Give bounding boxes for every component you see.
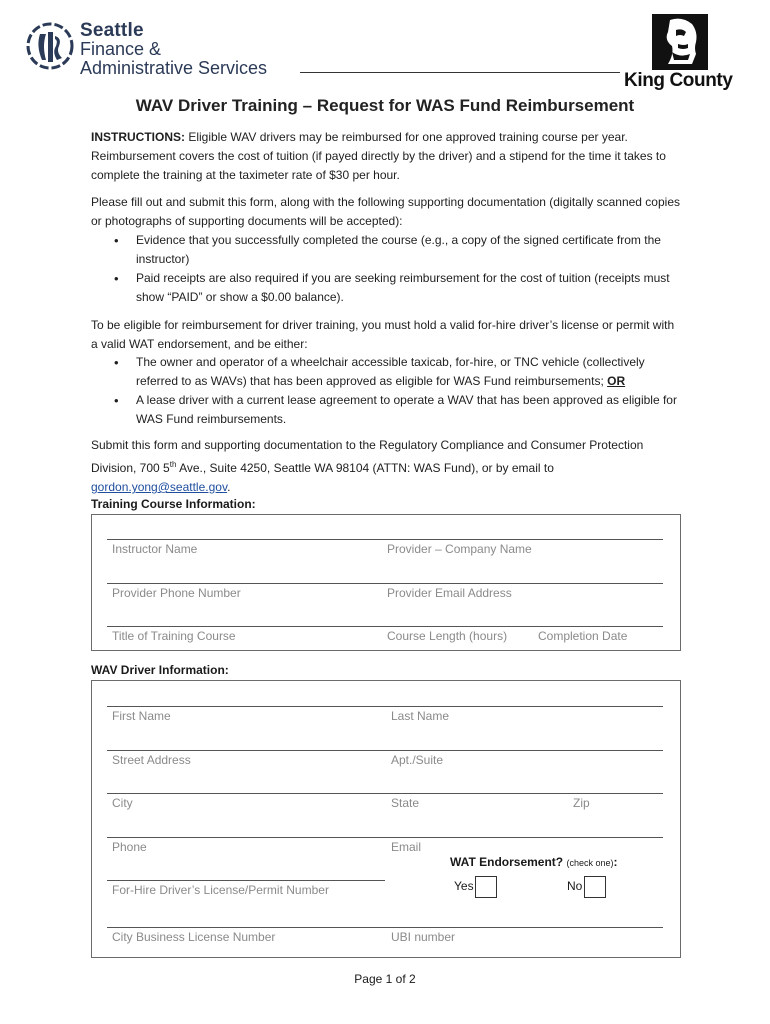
or-emphasis: OR bbox=[607, 374, 626, 388]
eligibility-owner-text: The owner and operator of a wheelchair accessible taxicab, for-hire, or TNC vehicle (collectively referred to as WAVs) that has been approved as eligible for WAS Fund reimbursements; bbox=[136, 355, 645, 388]
department-name-line1: Finance & bbox=[80, 39, 162, 59]
seattle-name: Seattle bbox=[80, 20, 144, 41]
wat-no-checkbox[interactable] bbox=[584, 876, 606, 898]
wat-yes-checkbox[interactable] bbox=[475, 876, 497, 898]
provider-phone-field[interactable]: Provider Phone Number bbox=[112, 586, 241, 600]
list-item: • A lease driver with a current lease agreement to operate a WAV that has been approved as eligible for WAS Fund reimbursements. bbox=[110, 391, 682, 429]
field-line bbox=[107, 583, 663, 584]
eligibility-intro: To be eligible for reimbursement for driver training, you must hold a valid for-hire driver’s license or permit with a valid WAT endorsement, and be either: bbox=[91, 318, 675, 351]
eligibility-list bbox=[110, 353, 682, 429]
street-address-field[interactable]: Street Address bbox=[112, 753, 191, 767]
drivers-license-field[interactable]: For-Hire Driver’s License/Permit Number bbox=[112, 883, 329, 897]
documentation-list bbox=[110, 231, 682, 307]
submit-period: . bbox=[227, 480, 231, 494]
field-line bbox=[107, 880, 385, 881]
training-course-form bbox=[91, 514, 681, 651]
ubi-number-field[interactable]: UBI number bbox=[391, 930, 456, 944]
provider-company-field[interactable]: Provider – Company Name bbox=[387, 542, 532, 556]
wat-question: WAT Endorsement? bbox=[450, 855, 564, 869]
header-divider bbox=[300, 72, 620, 73]
training-section-label: Training Course Information: bbox=[91, 497, 256, 511]
driver-info-form bbox=[91, 680, 681, 958]
instructions-text: Eligible WAV drivers may be reimbursed for one approved training course per year. Reimbursement covers the cost of tuition (if payed directly by the driver) and a stipend for the time it takes to complete the training at the taximeter rate of $30 per hour. bbox=[91, 130, 666, 182]
field-line bbox=[107, 793, 663, 794]
submit-text-end: Ave., Suite 4250, Seattle WA 98104 (ATTN: WAS Fund), or by email to bbox=[176, 461, 554, 475]
submit-paragraph bbox=[91, 436, 681, 497]
submit-text-start: Submit this form and supporting documentation to the Regulatory Compliance and Consumer Protection Division, 700 5 bbox=[91, 438, 644, 475]
field-line bbox=[107, 750, 663, 751]
state-field[interactable]: State bbox=[391, 796, 420, 810]
king-county-name: King County bbox=[624, 70, 733, 91]
list-item: • Paid receipts are also required if you are seeking reimbursement for the cost of tuition (receipts must show “PAID” or show a $0.00 balance). bbox=[110, 269, 682, 307]
driver-section-label: WAV Driver Information: bbox=[91, 663, 229, 677]
completion-date-field[interactable]: Completion Date bbox=[538, 629, 628, 643]
wat-colon: : bbox=[613, 855, 618, 869]
field-line bbox=[107, 539, 663, 540]
instructor-name-field[interactable]: Instructor Name bbox=[112, 542, 198, 556]
course-title-field[interactable]: Title of Training Course bbox=[112, 629, 236, 643]
provider-email-field[interactable]: Provider Email Address bbox=[387, 586, 512, 600]
first-name-field[interactable]: First Name bbox=[112, 709, 171, 723]
last-name-field[interactable]: Last Name bbox=[391, 709, 450, 723]
business-license-field[interactable]: City Business License Number bbox=[112, 930, 276, 944]
field-line bbox=[107, 626, 663, 627]
page-number: Page 1 of 2 bbox=[354, 972, 416, 986]
wat-yes-label: Yes bbox=[454, 879, 474, 893]
wat-endorsement-label bbox=[450, 855, 618, 869]
department-name-line2: Administrative Services bbox=[80, 58, 268, 78]
seattle-seal-logo bbox=[26, 20, 74, 72]
field-line bbox=[107, 837, 663, 838]
seattle-department-name bbox=[80, 21, 267, 78]
documentation-intro: Please fill out and submit this form, along with the following supporting documentation (digitally scanned copies or photographs of supporting documents will be accepted): bbox=[91, 195, 680, 228]
wat-hint: (check one) bbox=[566, 858, 614, 868]
email-field[interactable]: Email bbox=[391, 840, 422, 854]
apt-suite-field[interactable]: Apt./Suite bbox=[391, 753, 444, 767]
wat-no-label: No bbox=[567, 879, 583, 893]
phone-field[interactable]: Phone bbox=[112, 840, 147, 854]
instructions-label: INSTRUCTIONS: bbox=[91, 130, 185, 144]
field-line bbox=[107, 927, 663, 928]
course-length-field[interactable]: Course Length (hours) bbox=[387, 629, 508, 643]
form-title: WAV Driver Training – Request for WAS Fund Reimbursement bbox=[135, 96, 635, 115]
zip-field[interactable]: Zip bbox=[573, 796, 590, 810]
city-field[interactable]: City bbox=[112, 796, 133, 810]
ordinal-suffix: th bbox=[169, 460, 177, 469]
contact-email-link[interactable]: gordon.yong@seattle.gov bbox=[91, 480, 228, 494]
list-item: • Evidence that you successfully completed the course (e.g., a copy of the signed certificate from the instructor) bbox=[110, 231, 682, 269]
instructions-paragraph bbox=[91, 128, 681, 185]
field-line bbox=[107, 706, 663, 707]
king-county-logo bbox=[652, 14, 708, 70]
list-item bbox=[110, 353, 682, 391]
